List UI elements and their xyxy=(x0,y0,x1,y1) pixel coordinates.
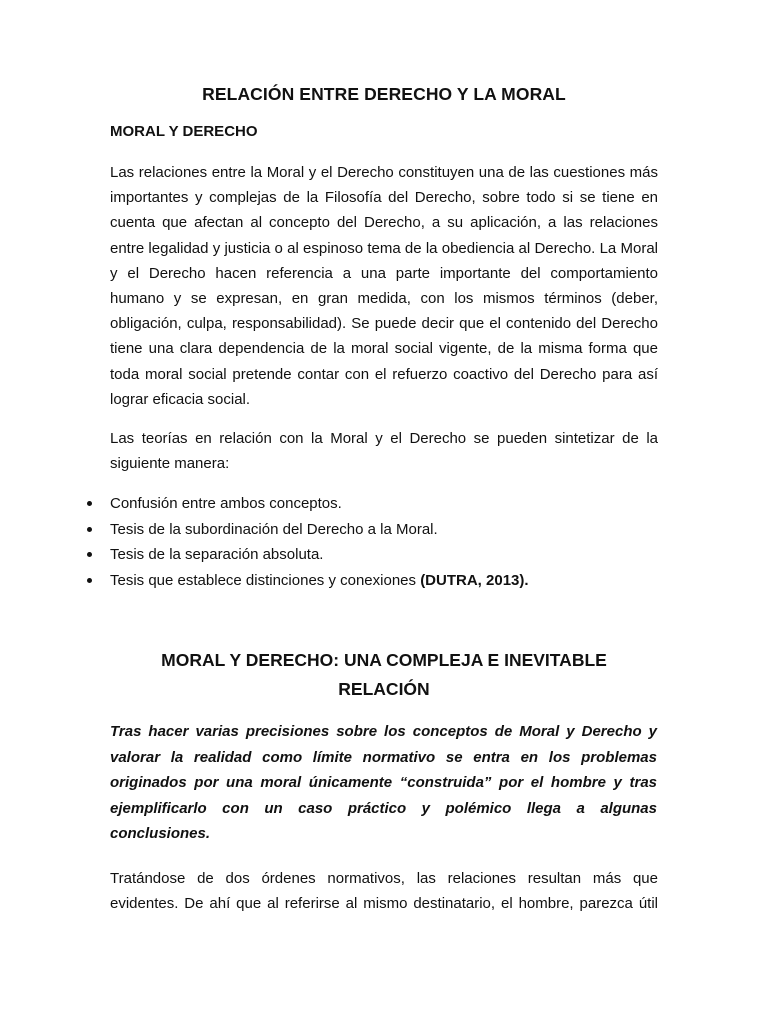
bullet-icon xyxy=(87,578,92,583)
list-item-text: Tesis de la subordinación del Derecho a la Moral. xyxy=(110,520,438,538)
section-title: MORAL Y DERECHO: UNA COMPLEJA E INEVITABLE RELACIÓN xyxy=(161,650,607,699)
theories-list xyxy=(0,491,768,593)
paragraph-3-line-1: Tratándose de dos órdenes normativos, las relaciones resultan más que xyxy=(110,870,658,887)
list-item-text: Tesis de la separación absoluta. xyxy=(110,546,324,563)
abstract-paragraph: Tras hacer varias precisiones sobre los conceptos de Moral y Derecho y valorar la realidad como límite normativo se entra en los problemas originados por una moral únicamente “construida” por el hombre y tras ejemplificarlo con un caso práctico y polémico llega a algunas conclusiones. xyxy=(110,723,657,843)
bullet-icon xyxy=(87,552,92,557)
citation: (DUTRA, 2013). xyxy=(420,571,529,589)
list-item-text xyxy=(110,568,529,594)
list-item xyxy=(0,542,768,568)
list-item-text: Confusión entre ambos conceptos. xyxy=(110,495,342,512)
paragraph-1: Las relaciones entre la Moral y el Derecho constituyen una de las cuestiones más importantes y complejas de la Filosofía del Derecho, sobre todo si se tiene en cuenta que afectan al concepto del Derecho, a su aplicación, a las relaciones entre legalidad y justicia o al espinoso tema de la obediencia al Derecho. La Moral y el Derecho hacen referencia a una parte importante del comportamiento humano y se expresan, en gran medida, con los mismos términos (deber, obligación, culpa, responsabilidad). Se puede decir que el contenido del Derecho tiene una clara dependencia de la moral social vigente, de la misma forma que toda moral social pretende contar con el refuerzo coactivo del Derecho para así lograr eficacia social. xyxy=(110,164,658,408)
list-item xyxy=(0,517,768,543)
list-item xyxy=(0,491,768,517)
list-item-text-main: Tesis que establece distinciones y conexiones xyxy=(110,571,421,589)
list-item xyxy=(0,568,768,594)
paragraph-3-line-2: evidentes. De ahí que al referirse al mismo destinatario, el hombre, parezca útil xyxy=(110,895,658,913)
subheading: MORAL Y DERECHO xyxy=(110,123,258,140)
bullet-icon xyxy=(87,501,92,506)
bullet-icon xyxy=(87,527,92,532)
document-title: RELACIÓN ENTRE DERECHO Y LA MORAL xyxy=(202,84,566,104)
paragraph-2: Las teorías en relación con la Moral y el Derecho se pueden sintetizar de la siguiente manera: xyxy=(110,430,658,473)
paragraph-3 xyxy=(110,866,658,916)
